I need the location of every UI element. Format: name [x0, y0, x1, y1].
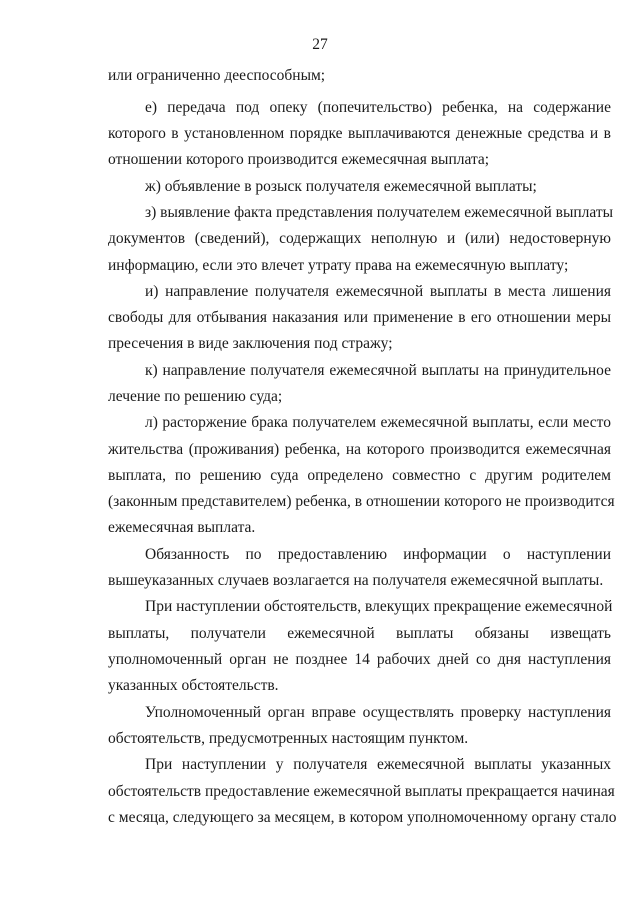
text-line: обстоятельств предоставление ежемесячной выплаты прекращается начиная	[108, 783, 615, 800]
text-line: вышеуказанных случаев возлагается на получателя ежемесячной выплаты.	[108, 572, 604, 589]
text-line: уполномоченный орган не позднее 14 рабочих дней со дня наступления	[108, 651, 611, 668]
text-line: выплаты, получатели ежемесячной выплаты обязаны извещать	[108, 625, 611, 642]
text-line: отношении которого производится ежемесячная выплата;	[108, 151, 490, 168]
text-line: к) направление получателя ежемесячной выплаты на принудительное	[145, 362, 611, 379]
text-line: и) направление получателя ежемесячной выплаты в места лишения	[145, 283, 611, 300]
text-line: ежемесячная выплата.	[108, 519, 256, 536]
text-line: выплата, по решению суда определено совместно с другим родителем	[108, 467, 611, 484]
text-line: информацию, если это влечет утрату права на ежемесячную выплату;	[108, 257, 569, 274]
text-line: лечение по решению суда;	[108, 388, 283, 405]
text-line: Уполномоченный орган вправе осуществлять проверку наступления	[145, 704, 611, 721]
text-line: Обязанность по предоставлению информации о наступлении	[145, 546, 611, 563]
page-number: 27	[312, 36, 328, 53]
text-line: которого в установленном порядке выплачиваются денежные средства и в	[108, 125, 611, 142]
text-line: При наступлении у получателя ежемесячной выплаты указанных	[145, 756, 611, 773]
text-line: или ограниченно дееспособным;	[108, 67, 326, 84]
text-line: обстоятельств, предусмотренных настоящим пунктом.	[108, 730, 469, 747]
text-line: жительства (проживания) ребенка, на которого производится ежемесячная	[108, 441, 611, 458]
text-line: л) расторжение брака получателем ежемесячной выплаты, если место	[145, 414, 611, 431]
text-line: документов (сведений), содержащих неполную и (или) недостоверную	[108, 230, 611, 247]
text-line: с месяца, следующего за месяцем, в котором уполномоченному органу стало	[108, 809, 617, 826]
text-line: При наступлении обстоятельств, влекущих прекращение ежемесячной	[145, 598, 613, 615]
text-line: пресечения в виде заключения под стражу;	[108, 335, 393, 352]
text-line: указанных обстоятельств.	[108, 677, 279, 694]
text-line: е) передача под опеку (попечительство) ребенка, на содержание	[145, 99, 611, 116]
text-line: ж) объявление в розыск получателя ежемесячной выплаты;	[145, 178, 537, 195]
text-line: свободы для отбывания наказания или применение в его отношении меры	[108, 309, 611, 326]
text-line: з) выявление факта представления получателем ежемесячной выплаты	[145, 204, 614, 221]
text-line: (законным представителем) ребенка, в отношении которого не производится	[108, 493, 615, 510]
